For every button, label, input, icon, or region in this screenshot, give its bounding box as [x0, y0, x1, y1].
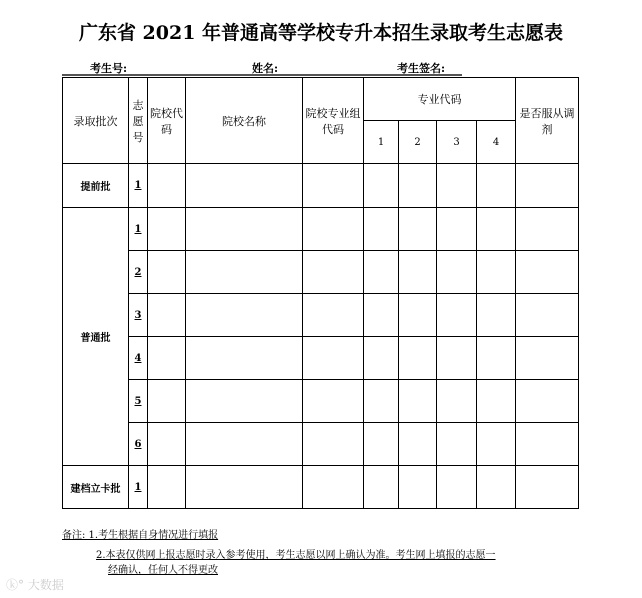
table-row	[63, 337, 579, 380]
cell[interactable]	[303, 208, 364, 251]
cell[interactable]	[437, 294, 477, 337]
cell[interactable]	[364, 337, 399, 380]
cell[interactable]	[477, 164, 516, 208]
cell[interactable]	[399, 337, 437, 380]
candidate-info-line	[62, 58, 462, 76]
header-choice-no: 志愿号	[129, 78, 148, 164]
cell[interactable]	[477, 337, 516, 380]
choice-number: 1	[129, 164, 148, 208]
cell[interactable]	[437, 251, 477, 294]
cell[interactable]	[516, 294, 579, 337]
note-2-cont: 经确认，任何人不得更改	[108, 565, 218, 576]
cell[interactable]	[186, 208, 303, 251]
cell[interactable]	[303, 294, 364, 337]
cell[interactable]	[516, 251, 579, 294]
cell[interactable]	[477, 208, 516, 251]
choice-number: 3	[129, 294, 148, 337]
name-label: 姓名:	[252, 62, 279, 75]
header-school-code: 院校代码	[148, 78, 186, 164]
cell[interactable]	[437, 337, 477, 380]
table-row	[63, 380, 579, 423]
header-school-name: 院校名称	[186, 78, 303, 164]
cell[interactable]	[303, 337, 364, 380]
header-adjust: 是否服从调剂	[516, 78, 579, 164]
table-row	[63, 164, 579, 208]
cell[interactable]	[437, 208, 477, 251]
exam-number-label: 考生号:	[90, 62, 128, 75]
cell[interactable]	[148, 208, 186, 251]
application-form-table	[62, 77, 579, 509]
major-col-2: 2	[399, 121, 437, 164]
cell[interactable]	[364, 466, 399, 509]
cell[interactable]	[186, 294, 303, 337]
major-col-3: 3	[437, 121, 477, 164]
choice-number: 4	[129, 337, 148, 380]
cell[interactable]	[303, 164, 364, 208]
signature-label: 考生签名:	[397, 62, 446, 75]
major-col-1: 1	[364, 121, 399, 164]
choice-number: 2	[129, 251, 148, 294]
cell[interactable]	[303, 380, 364, 423]
table-row	[63, 208, 579, 251]
cell[interactable]	[399, 208, 437, 251]
cell[interactable]	[516, 423, 579, 466]
cell[interactable]	[186, 251, 303, 294]
cell[interactable]	[303, 466, 364, 509]
cell[interactable]	[516, 164, 579, 208]
header-major-code: 专业代码	[364, 78, 516, 121]
cell[interactable]	[399, 466, 437, 509]
cell[interactable]	[148, 423, 186, 466]
cell[interactable]	[148, 337, 186, 380]
notes	[62, 528, 496, 578]
cell[interactable]	[477, 294, 516, 337]
cell[interactable]	[148, 164, 186, 208]
cell[interactable]	[516, 466, 579, 509]
batch-early: 提前批	[63, 164, 129, 208]
cell[interactable]	[364, 423, 399, 466]
cell[interactable]	[477, 423, 516, 466]
cell[interactable]	[437, 423, 477, 466]
cell[interactable]	[186, 380, 303, 423]
cell[interactable]	[437, 380, 477, 423]
cell[interactable]	[364, 208, 399, 251]
note-1: 备注: 1.考生根据自身情况进行填报	[62, 530, 219, 541]
choice-number: 1	[129, 466, 148, 509]
cell[interactable]	[364, 294, 399, 337]
cell[interactable]	[148, 294, 186, 337]
cell[interactable]	[516, 380, 579, 423]
cell[interactable]	[477, 251, 516, 294]
cell[interactable]	[477, 466, 516, 509]
cell[interactable]	[148, 466, 186, 509]
cell[interactable]	[399, 251, 437, 294]
major-col-4: 4	[477, 121, 516, 164]
cell[interactable]	[399, 164, 437, 208]
choice-number: 5	[129, 380, 148, 423]
cell[interactable]	[148, 380, 186, 423]
header-group-code: 院校专业组代码	[303, 78, 364, 164]
cell[interactable]	[364, 164, 399, 208]
table-row	[63, 294, 579, 337]
header-batch: 录取批次	[63, 78, 129, 164]
table-row	[63, 466, 579, 509]
cell[interactable]	[148, 251, 186, 294]
choice-number: 6	[129, 423, 148, 466]
batch-filing: 建档立卡批	[63, 466, 129, 509]
cell[interactable]	[437, 466, 477, 509]
choice-number: 1	[129, 208, 148, 251]
cell[interactable]	[437, 164, 477, 208]
cell[interactable]	[477, 380, 516, 423]
cell[interactable]	[303, 423, 364, 466]
note-2: 2.本表仅供网上报志愿时录入参考使用，考生志愿以网上确认为准。考生网上填报的志愿一	[96, 550, 496, 561]
cell[interactable]	[364, 251, 399, 294]
cell[interactable]	[303, 251, 364, 294]
cell[interactable]	[186, 466, 303, 509]
cell[interactable]	[516, 337, 579, 380]
cell[interactable]	[516, 208, 579, 251]
batch-regular: 普通批	[63, 208, 129, 466]
cell[interactable]	[186, 337, 303, 380]
table-row	[63, 423, 579, 466]
cell[interactable]	[364, 380, 399, 423]
cell[interactable]	[186, 423, 303, 466]
watermark-logo: ⓚ° 大数据	[6, 578, 64, 592]
cell[interactable]	[399, 423, 437, 466]
page-title: 广东省 2021 年普通高等学校专升本招生录取考生志愿表	[78, 22, 564, 44]
cell[interactable]	[186, 164, 303, 208]
table-row	[63, 251, 579, 294]
cell[interactable]	[399, 380, 437, 423]
cell[interactable]	[399, 294, 437, 337]
